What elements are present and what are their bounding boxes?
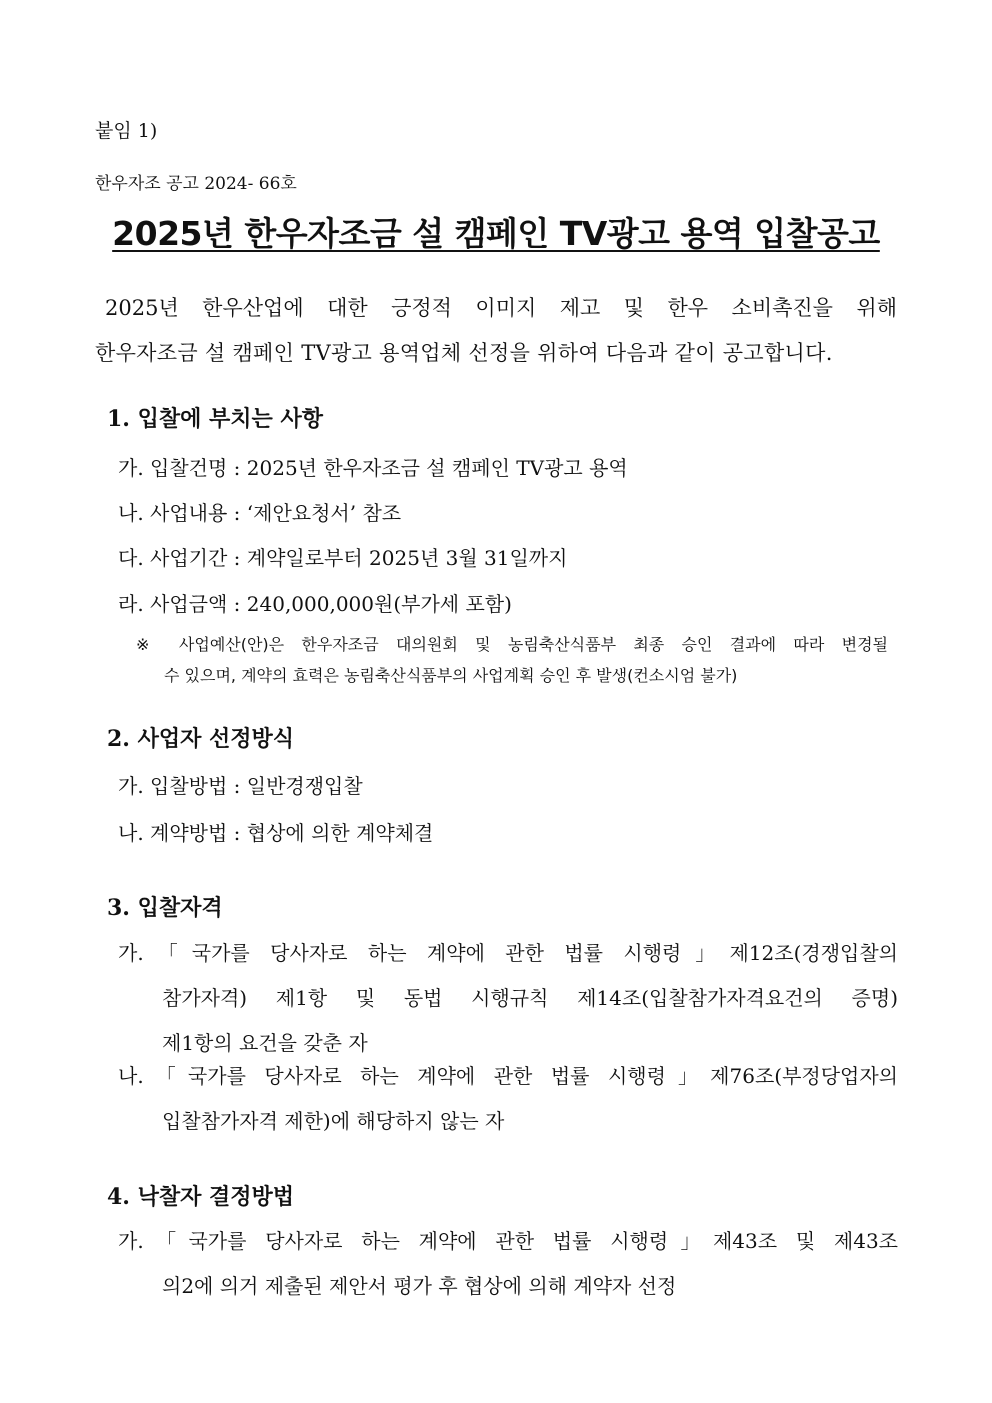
intro-line-1: 2025년 한우산업에 대한 긍정적 이미지 제고 및 한우 소비촉진을 위해 — [105, 296, 897, 320]
section-2-heading: 2. 사업자 선정방식 — [107, 726, 295, 752]
section-3-item-b-line-1: 나.「국가를 당사자로 하는 계약에 관한 법률 시행령」제76조(부정당업자의 — [118, 1064, 898, 1088]
section-1-heading: 1. 입찰에 부치는 사항 — [107, 406, 323, 432]
attachment-label: 붙임 1) — [95, 120, 158, 142]
section-4-item-a-line-1: 가.「국가를 당사자로 하는 계약에 관한 법률 시행령」제43조 및 제43조 — [118, 1229, 898, 1253]
section-2-item-a: 가. 입찰방법 : 일반경쟁입찰 — [118, 774, 363, 798]
section-2-item-b: 나. 계약방법 : 협상에 의한 계약체결 — [118, 821, 434, 845]
page-title-text: 2025년 한우자조금 설 캠페인 TV광고 용역 입찰공고 — [112, 214, 880, 253]
budget-note-line-2: 수 있으며, 계약의 효력은 농림축산식품부의 사업계획 승인 후 발생(컨소시엄 불가) — [164, 666, 738, 685]
section-4-item-a-line-2: 의2에 의거 제출된 제안서 평가 후 협상에 의해 계약자 선정 — [162, 1274, 677, 1298]
section-3-item-a-line-1: 가.「국가를 당사자로 하는 계약에 관한 법률 시행령」제12조(경쟁입찰의 — [118, 941, 898, 965]
section-3-item-b — [118, 1061, 898, 1151]
budget-note-line-1: ※ 사업예산(안)은 한우자조금 대의원회 및 농림축산식품부 최종 승인 결과에 따라 변경될 — [136, 635, 888, 654]
section-4-item-a — [118, 1226, 898, 1316]
section-3-item-a — [118, 938, 898, 1073]
section-1-item-b: 나. 사업내용 : ‘제안요청서’ 참조 — [118, 501, 402, 525]
page-title — [0, 208, 992, 255]
section-3-item-a-line-2: 참가자격) 제1항 및 동법 시행규칙 제14조(입찰참가자격요건의 증명) — [162, 986, 898, 1010]
intro-line-2: 한우자조금 설 캠페인 TV광고 용역업체 선정을 위하여 다음과 같이 공고합니다. — [95, 341, 833, 365]
section-3-item-b-line-2: 입찰참가자격 제한)에 해당하지 않는 자 — [162, 1109, 505, 1133]
notice-number: 한우자조 공고 2024- 66호 — [95, 174, 297, 194]
section-1-item-a: 가. 입찰건명 : 2025년 한우자조금 설 캠페인 TV광고 용역 — [118, 456, 628, 480]
section-3-heading: 3. 입찰자격 — [107, 895, 223, 921]
section-3-item-a-line-3: 제1항의 요건을 갖춘 자 — [162, 1031, 368, 1055]
section-1-item-c: 다. 사업기간 : 계약일로부터 2025년 3월 31일까지 — [118, 546, 568, 570]
section-1-item-d: 라. 사업금액 : 240,000,000원(부가세 포함) — [118, 592, 512, 616]
section-4-heading: 4. 낙찰자 결정방법 — [107, 1184, 295, 1210]
